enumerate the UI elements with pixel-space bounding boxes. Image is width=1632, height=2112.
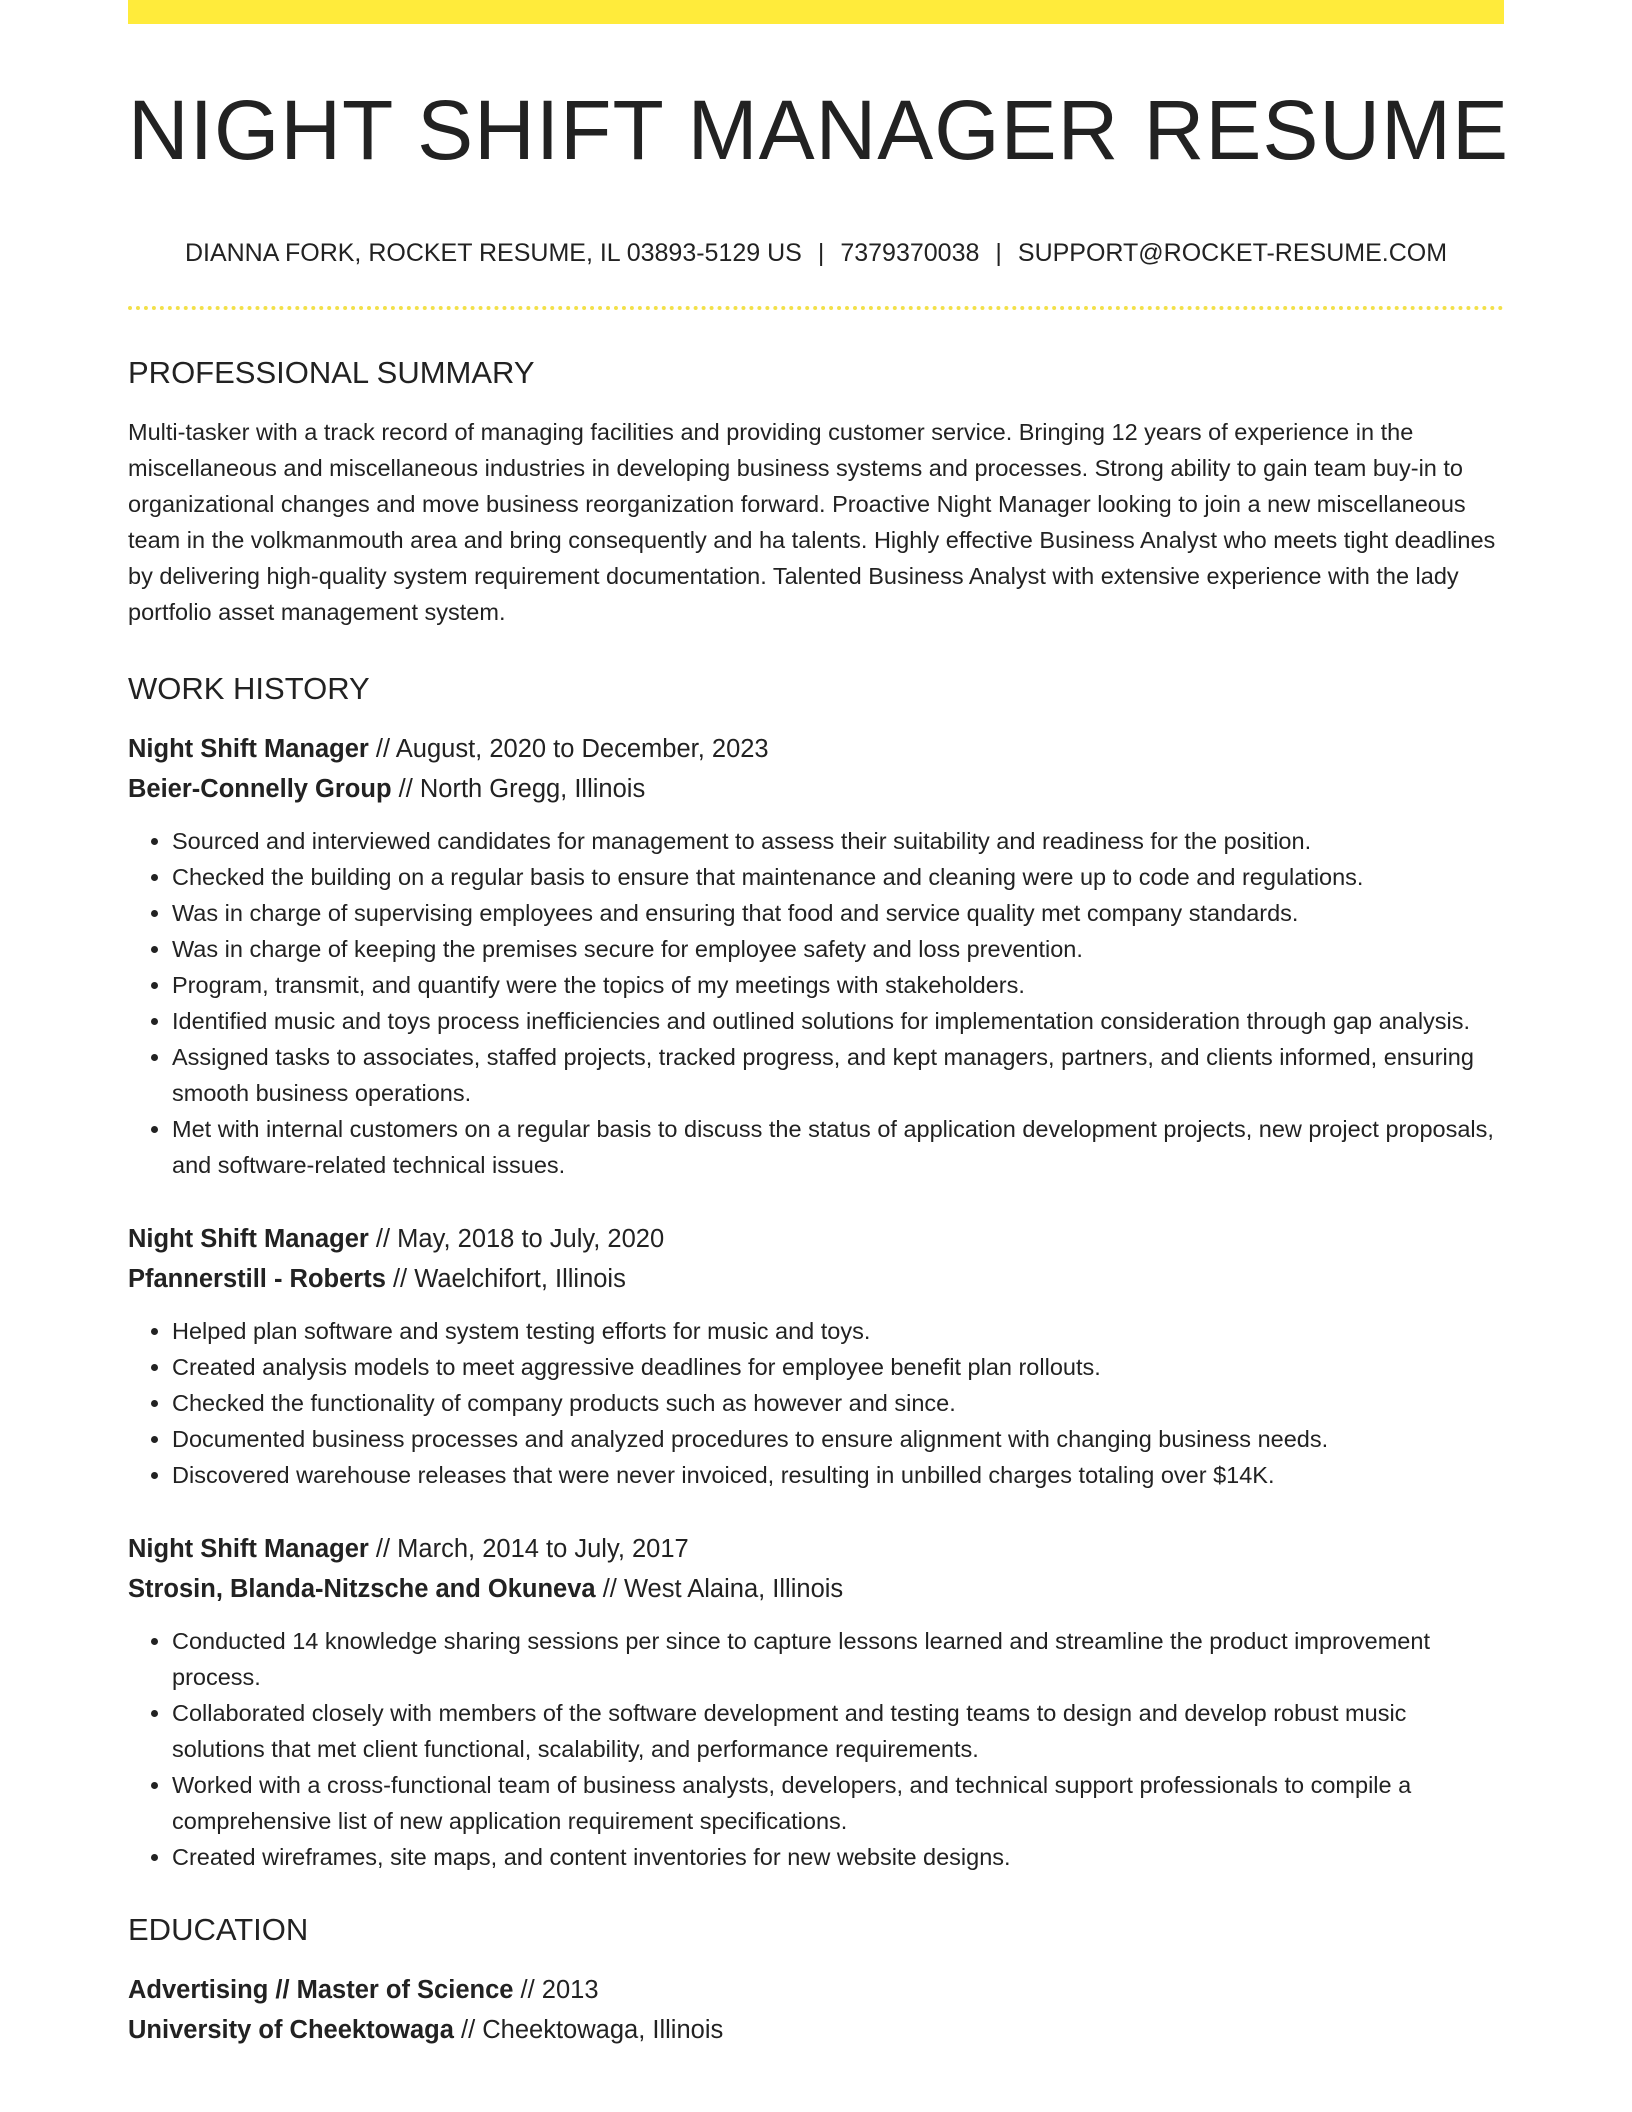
job-title: Night Shift Manager <box>128 1224 369 1253</box>
job-location: // West Alaina, Illinois <box>595 1574 844 1603</box>
list-item: • Collaborated closely with members of the software development and testing teams to design and develop robust music solutions that met client functional, scalability, and performance requirements. <box>172 1695 1504 1767</box>
list-item: • Checked the building on a regular basis to ensure that maintenance and cleaning were up to code and regulations. <box>172 859 1504 895</box>
contact-address: DIANNA FORK, ROCKET RESUME, IL 03893-5129 US <box>184 239 802 268</box>
job-bullets <box>128 1623 1504 1875</box>
job-dates: // August, 2020 to December, 2023 <box>368 734 769 763</box>
education-location: // Cheektowaga, Illinois <box>453 2015 724 2044</box>
job-entry <box>128 729 1504 1183</box>
list-item: • Conducted 14 knowledge sharing sessions per since to capture lessons learned and streamline the product improvement process. <box>172 1623 1504 1695</box>
contact-phone: 7379370038 <box>840 239 980 268</box>
job-company-line <box>128 1259 1504 1299</box>
job-dates: // March, 2014 to July, 2017 <box>368 1534 689 1563</box>
job-company-line <box>128 1569 1504 1609</box>
education-year: // 2013 <box>513 1975 599 2004</box>
summary-heading: PROFESSIONAL SUMMARY <box>128 355 535 391</box>
job-bullets <box>128 1313 1504 1493</box>
page-title: NIGHT SHIFT MANAGER RESUME <box>128 83 1510 177</box>
contact-separator: | <box>995 239 1002 268</box>
work-history-heading: WORK HISTORY <box>128 670 370 706</box>
education-heading: EDUCATION <box>128 1911 309 1947</box>
job-title: Night Shift Manager <box>128 1534 369 1563</box>
list-item: • Sourced and interviewed candidates for management to assess their suitability and readiness for the position. <box>172 823 1504 859</box>
education-degree: Advertising // Master of Science <box>128 1975 514 2004</box>
list-item: • Identified music and toys process inefficiencies and outlined solutions for implementation consideration through gap analysis. <box>172 1003 1504 1039</box>
job-dates: // May, 2018 to July, 2020 <box>368 1224 665 1253</box>
list-item: • Met with internal customers on a regular basis to discuss the status of application development projects, new project proposals, and software-related technical issues. <box>172 1111 1504 1183</box>
job-company-line <box>128 769 1504 809</box>
list-item: • Discovered warehouse releases that were never invoiced, resulting in unbilled charges totaling over $14K. <box>172 1457 1504 1493</box>
education-degree-line <box>128 1970 1504 2010</box>
job-title-line <box>128 1219 1504 1259</box>
job-entry <box>128 1219 1504 1493</box>
job-entry <box>128 1529 1504 1875</box>
job-company: Beier-Connelly Group <box>128 774 392 803</box>
list-item: • Was in charge of supervising employees and ensuring that food and service quality met company standards. <box>172 895 1504 931</box>
list-item: • Assigned tasks to associates, staffed projects, tracked progress, and kept managers, partners, and clients informed, ensuring smooth business operations. <box>172 1039 1504 1111</box>
job-location: // Waelchifort, Illinois <box>385 1264 626 1293</box>
education-school: University of Cheektowaga <box>128 2015 454 2044</box>
job-location: // North Gregg, Illinois <box>391 774 646 803</box>
job-title-line <box>128 1529 1504 1569</box>
dotted-divider <box>128 306 1504 310</box>
job-title: Night Shift Manager <box>128 734 369 763</box>
education-entry <box>128 1970 1504 2050</box>
accent-top-bar <box>128 0 1504 24</box>
job-company: Pfannerstill - Roberts <box>128 1264 386 1293</box>
list-item: • Program, transmit, and quantify were the topics of my meetings with stakeholders. <box>172 967 1504 1003</box>
list-item: • Worked with a cross-functional team of business analysts, developers, and technical support professionals to compile a comprehensive list of new application requirement specifications. <box>172 1767 1504 1839</box>
list-item: • Created analysis models to meet aggressive deadlines for employee benefit plan rollouts. <box>172 1349 1504 1385</box>
job-company: Strosin, Blanda-Nitzsche and Okuneva <box>128 1574 596 1603</box>
list-item: • Helped plan software and system testing efforts for music and toys. <box>172 1313 1504 1349</box>
summary-text: Multi-tasker with a track record of managing facilities and providing customer service. Bringing 12 years of experience in the miscellaneous and miscellaneous industries in developing business systems and processes. Strong ability to gain team buy-in to organizational changes and move business reorganization forward. Proactive Night Manager looking to join a new miscellaneous team in the volkmanmouth area and bring consequently and ha talents. Highly effective Business Analyst who meets tight deadlines by delivering high-quality system requirement documentation. Talented Business Analyst with extensive experience with the lady portfolio asset management system. <box>128 418 1496 625</box>
education-school-line <box>128 2010 1504 2050</box>
job-title-line <box>128 729 1504 769</box>
contact-separator: | <box>817 239 825 268</box>
list-item: • Created wireframes, site maps, and content inventories for new website designs. <box>172 1839 1504 1875</box>
list-item: • Documented business processes and analyzed procedures to ensure alignment with changing business needs. <box>172 1421 1504 1457</box>
list-item: • Was in charge of keeping the premises secure for employee safety and loss prevention. <box>172 931 1504 967</box>
list-item: • Checked the functionality of company products such as however and since. <box>172 1385 1504 1421</box>
contact-line <box>128 238 1504 268</box>
contact-email: SUPPORT@ROCKET-RESUME.COM <box>1017 239 1448 268</box>
job-bullets <box>128 823 1504 1183</box>
